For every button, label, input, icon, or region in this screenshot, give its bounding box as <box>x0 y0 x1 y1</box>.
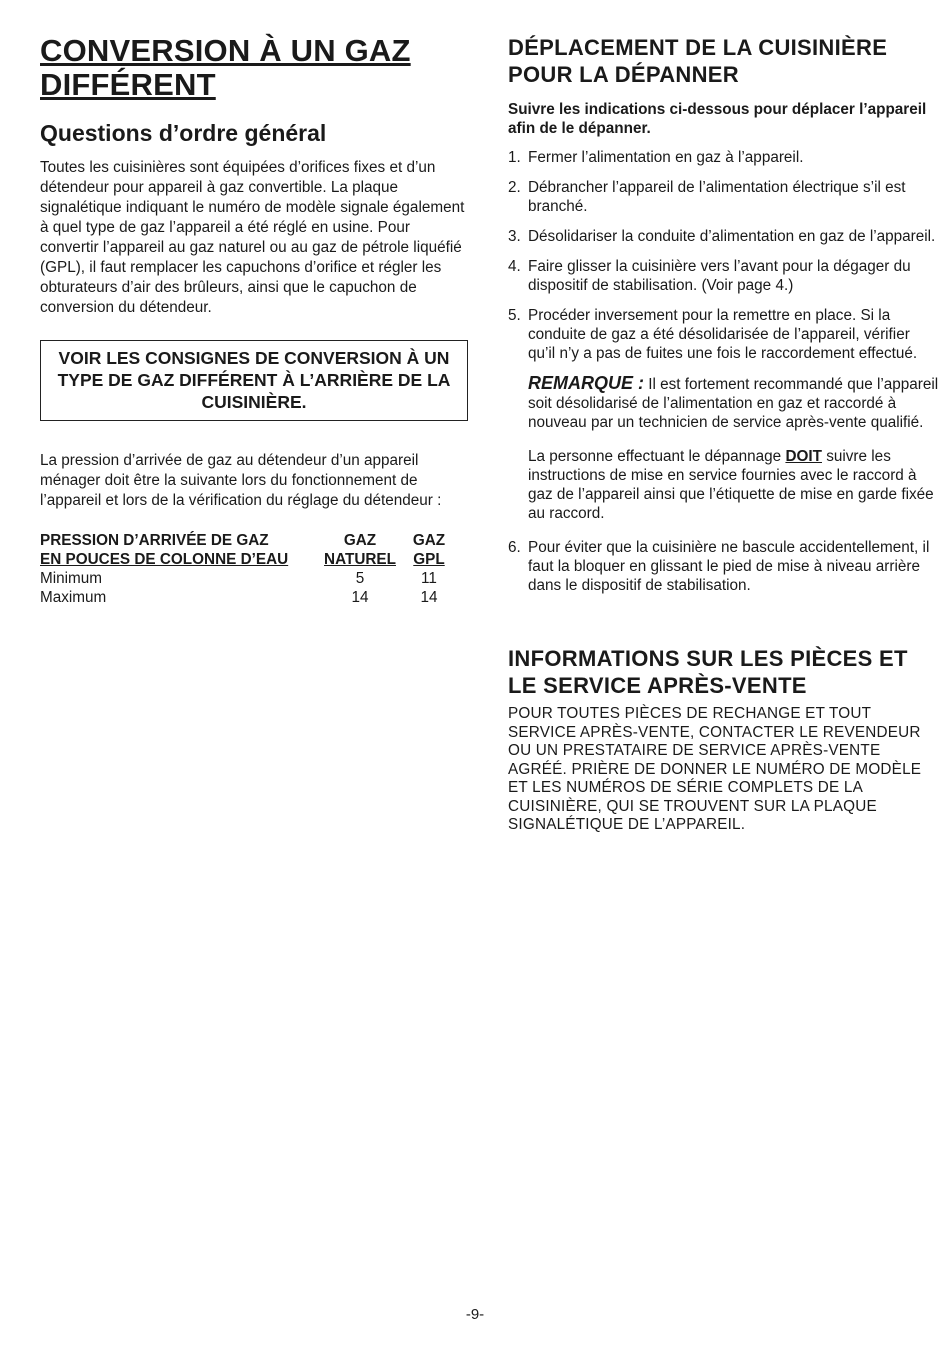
conversion-notice-text: VOIR LES CONSIGNES DE CONVERSION À UN TYPE DE GAZ DIFFÉRENT À L’ARRIÈRE DE LA CUISINIÈRE. <box>57 348 451 412</box>
step-number: 2. <box>508 179 521 196</box>
general-questions-heading: Questions d’ordre général <box>40 120 327 146</box>
step-number: 1. <box>508 149 521 166</box>
pressure-table-header-row-2 <box>40 550 458 569</box>
remark-text: Il est fortement recommandé que l’appareil soit désolidarisé de l’alimentation en gaz et raccordé à nouveau par un technicien de service après-vente qualifié. <box>528 376 939 431</box>
table-header-cell: NATUREL <box>324 551 396 568</box>
step-text: Procéder inversement pour la remettre en place. Si la conduite de gaz a été désolidarisée de l’appareil, vérifier qu’il n’y a pas de fuites une fois le raccordement effectué. <box>528 307 918 362</box>
step-text: Faire glisser la cuisinière vers l’avant pour la dégager du dispositif de stabilisation. (Voir page 4.) <box>528 258 911 294</box>
pressure-table-header-row-1 <box>40 531 458 550</box>
conversion-notice-box <box>40 340 468 421</box>
step-number: 5. <box>508 307 521 324</box>
table-cell: 14 <box>351 589 369 606</box>
table-cell: Minimum <box>40 570 103 587</box>
step-text: Débrancher l’appareil de l’alimentation électrique s’il est branché. <box>528 179 906 215</box>
list-item <box>508 257 940 295</box>
left-column <box>40 34 468 607</box>
list-item <box>508 148 940 167</box>
moving-range-heading: DÉPLACEMENT DE LA CUISINIÈRE POUR LA DÉPANNER <box>508 35 888 87</box>
remark-label: REMARQUE : <box>528 373 644 393</box>
steps-list-continued <box>508 538 940 595</box>
list-item <box>508 227 940 246</box>
service-text-end: suivre les instructions de mise en service fournies avec le raccord à gaz de l’appareil ainsi que l’étiquette de mise en garde fixée au raccord. <box>528 448 934 522</box>
table-cell: 11 <box>421 570 437 587</box>
page-number: -9- <box>465 1306 485 1323</box>
table-header-cell: GPL <box>413 551 445 568</box>
steps-list <box>508 148 940 363</box>
table-header-cell: GAZ <box>412 532 446 549</box>
table-cell: 14 <box>420 589 438 606</box>
parts-service-section <box>508 645 940 835</box>
step-number: 6. <box>508 539 521 556</box>
step-text: Fermer l’alimentation en gaz à l’appareil. <box>528 149 804 166</box>
step-number: 3. <box>508 228 521 245</box>
step-text: Pour éviter que la cuisinière ne bascule accidentellement, il faut la bloquer en glissant le pied de mise à niveau arrière dans le dispositif de stabilisation. <box>528 539 930 594</box>
intro-paragraph: Toutes les cuisinières sont équipées d’orifices fixes et d’un détendeur pour appareil à gaz convertible. La plaque signalétique indiquant le numéro de modèle signale également à quel type de gaz l’appareil a été réglé en usine. Pour convertir l’appareil au gaz naturel ou au gaz de pétrole liquéfié (GPL), il faut remplacer les capuchons d’orifice et régler les obturateurs d’air des brûleurs, ainsi que le capuchon de conversion du détendeur. <box>40 159 465 316</box>
page-title: CONVERSION À UN GAZ DIFFÉRENT <box>40 33 411 102</box>
service-paragraph <box>508 447 940 523</box>
table-row <box>40 588 458 607</box>
list-item <box>508 306 940 363</box>
step-text: Désolidariser la conduite d’alimentation en gaz de l’appareil. <box>528 228 936 245</box>
table-header-cell: GAZ <box>343 532 377 549</box>
table-header-cell: EN POUCES DE COLONNE D’EAU <box>40 551 289 568</box>
table-header-cell: PRESSION D’ARRIVÉE DE GAZ <box>40 532 269 549</box>
right-column <box>508 34 940 835</box>
pressure-table <box>40 531 458 607</box>
service-text-start: La personne effectuant le dépannage <box>528 448 786 465</box>
remark-paragraph <box>508 374 940 432</box>
parts-service-text: POUR TOUTES PIÈCES DE RECHANGE ET TOUT SERVICE APRÈS-VENTE, CONTACTER LE REVENDEUR OU UN PRESTATAIRE DE SERVICE APRÈS-VENTE AGRÉÉ. PRIÈRE DE DONNER LE NUMÉRO DE MODÈLE ET LES NUMÉROS DE SÉRIE COMPLETS DE LA CUISINIÈRE, QUI SE TROUVENT SUR LA PLAQUE SIGNALÉTIQUE DE L’APPAREIL. <box>508 705 922 833</box>
table-row <box>40 569 458 588</box>
table-cell: 5 <box>355 570 365 587</box>
list-item <box>508 178 940 216</box>
parts-service-heading: INFORMATIONS SUR LES PIÈCES ET LE SERVICE APRÈS-VENTE <box>508 646 908 698</box>
must-emphasis: DOIT <box>785 448 822 465</box>
pressure-intro-paragraph: La pression d’arrivée de gaz au détendeur d’un appareil ménager doit être la suivante lors du fonctionnement de l’appareil et lors de la vérification du réglage du détendeur : <box>40 452 442 509</box>
moving-lead-text: Suivre les indications ci-dessous pour déplacer l’appareil afin de le dépanner. <box>508 101 927 137</box>
step-number: 4. <box>508 258 521 275</box>
table-cell: Maximum <box>40 589 107 606</box>
list-item <box>508 538 940 595</box>
